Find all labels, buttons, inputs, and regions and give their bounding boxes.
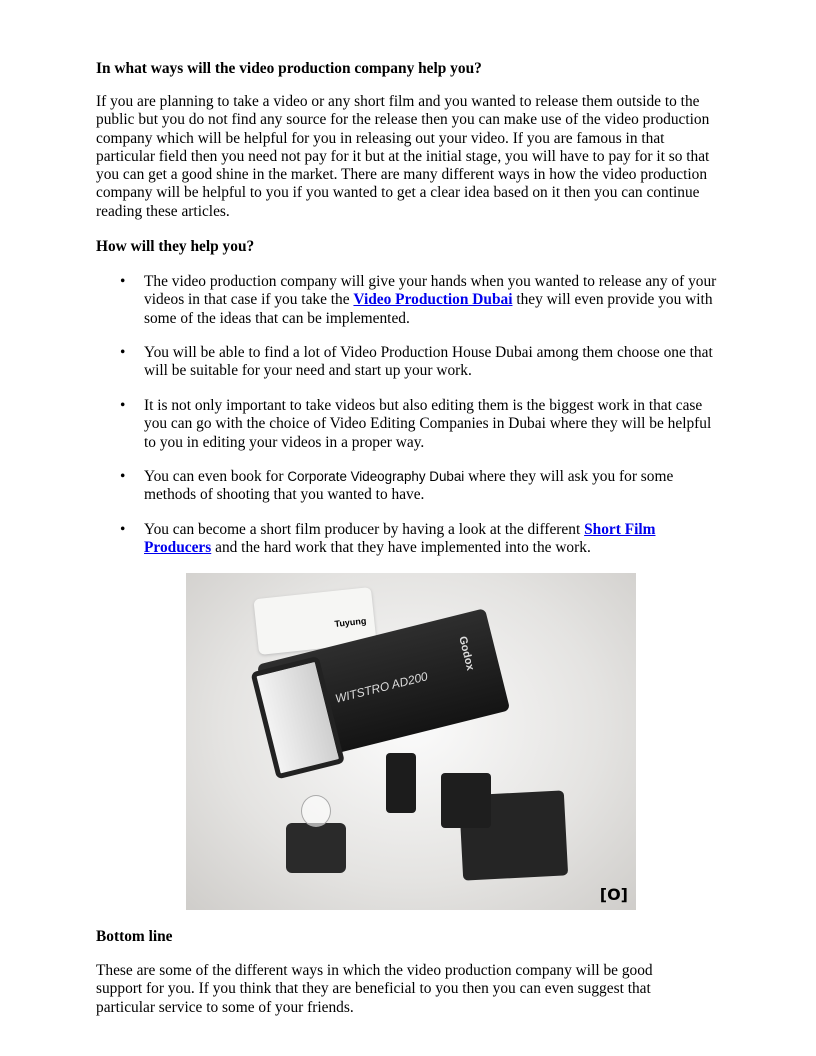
bullet-icon: • — [120, 273, 126, 290]
conclusion-paragraph: These are some of the different ways in which the video production company will be good support for you. If you think that they are beneficial to you then you can even suggest that particular service to some of your friends. — [96, 962, 653, 1016]
camera-watermark-icon: [O] — [599, 885, 628, 904]
article-title: In what ways will the video production company help you? — [96, 60, 482, 77]
bullet-text: You will be able to find a lot of Video Production House Dubai among them choose one that will be suitable for your need and start up your work. — [144, 344, 713, 380]
bulb-head — [286, 823, 346, 873]
bullet-text: they will even provide you with some of the ideas that can be implemented. — [144, 291, 713, 327]
bullet-text: It is not only important to take videos but also editing them is the biggest work in that case you can go with the choice of Video Editing Companies in Dubai where they will be helpful to you in editing your videos in a proper way. — [144, 397, 712, 451]
bullet-icon: • — [120, 397, 126, 414]
product-photo — [186, 573, 636, 910]
flash-head — [250, 656, 345, 780]
bullet-icon: • — [120, 468, 126, 485]
intro-paragraph: If you are planning to take a video or any short film and you wanted to release them outside to the public but you do not find any source for the release then you can make use of the video production company which will be helpful for you in releasing out your video. If you are famous in that particular field then you need not pay for it but at the initial stage, you will have to pay for it so that you can get a good shine in the market. There are many different ways in how the video production company will be helpful to you if you wanted to get a clear idea based on it then you can continue reading these articles. — [96, 93, 710, 220]
bullet-text: The video production company will give your hands when you wanted to release any of your videos in that case if you take the — [144, 273, 717, 309]
flash-mount — [386, 753, 416, 813]
video-production-dubai-link[interactable]: Video Production Dubai — [353, 291, 513, 309]
flash-model-text: WITSTRO AD200 — [333, 669, 430, 706]
corporate-videography-text: Corporate Videography Dubai — [287, 469, 465, 484]
flash-brand-text: Godox — [456, 635, 477, 672]
bullet-text: where they will ask you for some methods of shooting that you wanted to have. — [144, 468, 674, 504]
cloth-brand-text: Tuyung — [334, 615, 367, 629]
bullet-text: and the hard work that they have implemented into the work. — [211, 539, 591, 557]
battery — [441, 773, 491, 828]
section-heading-how: How will they help you? — [96, 238, 255, 255]
bullet-text: You can become a short film producer by having a look at the different — [144, 521, 585, 538]
bullet-icon: • — [120, 344, 126, 361]
bullet-icon: • — [120, 521, 126, 538]
section-heading-bottom-line: Bottom line — [96, 928, 173, 945]
short-film-producers-link[interactable]: Short Film Producers — [144, 521, 656, 557]
bullet-text: You can even book for — [144, 468, 288, 485]
